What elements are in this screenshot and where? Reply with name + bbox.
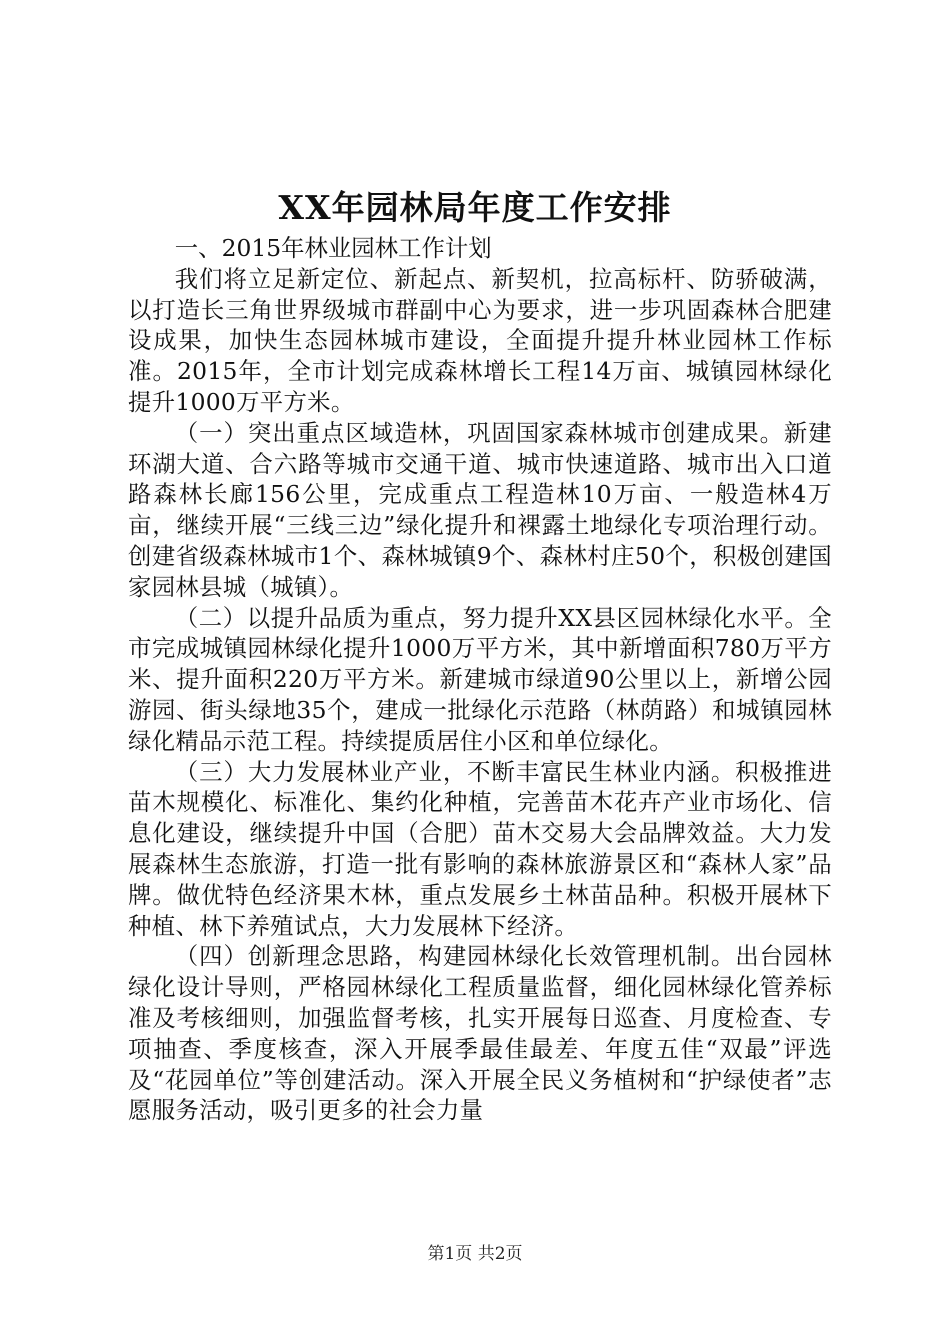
- paragraph-item-4: （四）创新理念思路，构建园林绿化长效管理机制。出台园林绿化设计导则，严格园林绿化工程质量监督，细化园林绿化管养标准及考核细则，加强监督考核，扎实开展每日巡查、月度检查、专项抽查、季度核查，深入开展季最佳最差、年度五佳“双最”评选及“花园单位”等创建活动。深入开展全民义务植树和“护绿使者”志愿服务活动，吸引更多的社会力量: [128, 942, 832, 1125]
- document-title: XX年园林局年度工作安排: [278, 188, 672, 227]
- paragraph-intro: 我们将立足新定位、新起点、新契机，拉高标杆、防骄破满，以打造长三角世界级城市群副中心为要求，进一步巩固森林合肥建设成果，加快生态园林城市建设，全面提升提升林业园林工作标准。2015年，全市计划完成森林增长工程14万亩、城镇园林绿化提升1000万平方米。: [128, 264, 832, 416]
- section-heading: 一、2015年林业园林工作计划: [174, 234, 492, 262]
- paragraph-item-3: （三）大力发展林业产业，不断丰富民生林业内涵。积极推进苗木规模化、标准化、集约化种植，完善苗木花卉产业市场化、信息化建设，继续提升中国（合肥）苗木交易大会品牌效益。大力发展森林生态旅游，打造一批有影响的森林旅游景区和“森林人家”品牌。做优特色经济果木林，重点发展乡土林苗品种。积极开展林下种植、林下养殖试点，大力发展林下经济。: [128, 757, 832, 940]
- document-body: [128, 233, 832, 1126]
- page-number-footer: 第1页 共2页: [427, 1244, 523, 1264]
- paragraph-item-2: （二）以提升品质为重点，努力提升XX县区园林绿化水平。全市完成城镇园林绿化提升1000万平方米，其中新增面积780万平方米、提升面积220万平方米。新建城市绿道90公里以上，新增公园游园、街头绿地35个，建成一批绿化示范路（林荫路）和城镇园林绿化精品示范工程。持续提质居住小区和单位绿化。: [128, 603, 832, 755]
- paragraph-item-1: （一）突出重点区域造林，巩固国家森林城市创建成果。新建环湖大道、合六路等城市交通干道、城市快速道路、城市出入口道路森林长廊156公里，完成重点工程造林10万亩、一般造林4万亩，继续开展“三线三边”绿化提升和裸露土地绿化专项治理行动。创建省级森林城市1个、森林城镇9个、森林村庄50个，积极创建国家园林县城（城镇）。: [128, 418, 832, 601]
